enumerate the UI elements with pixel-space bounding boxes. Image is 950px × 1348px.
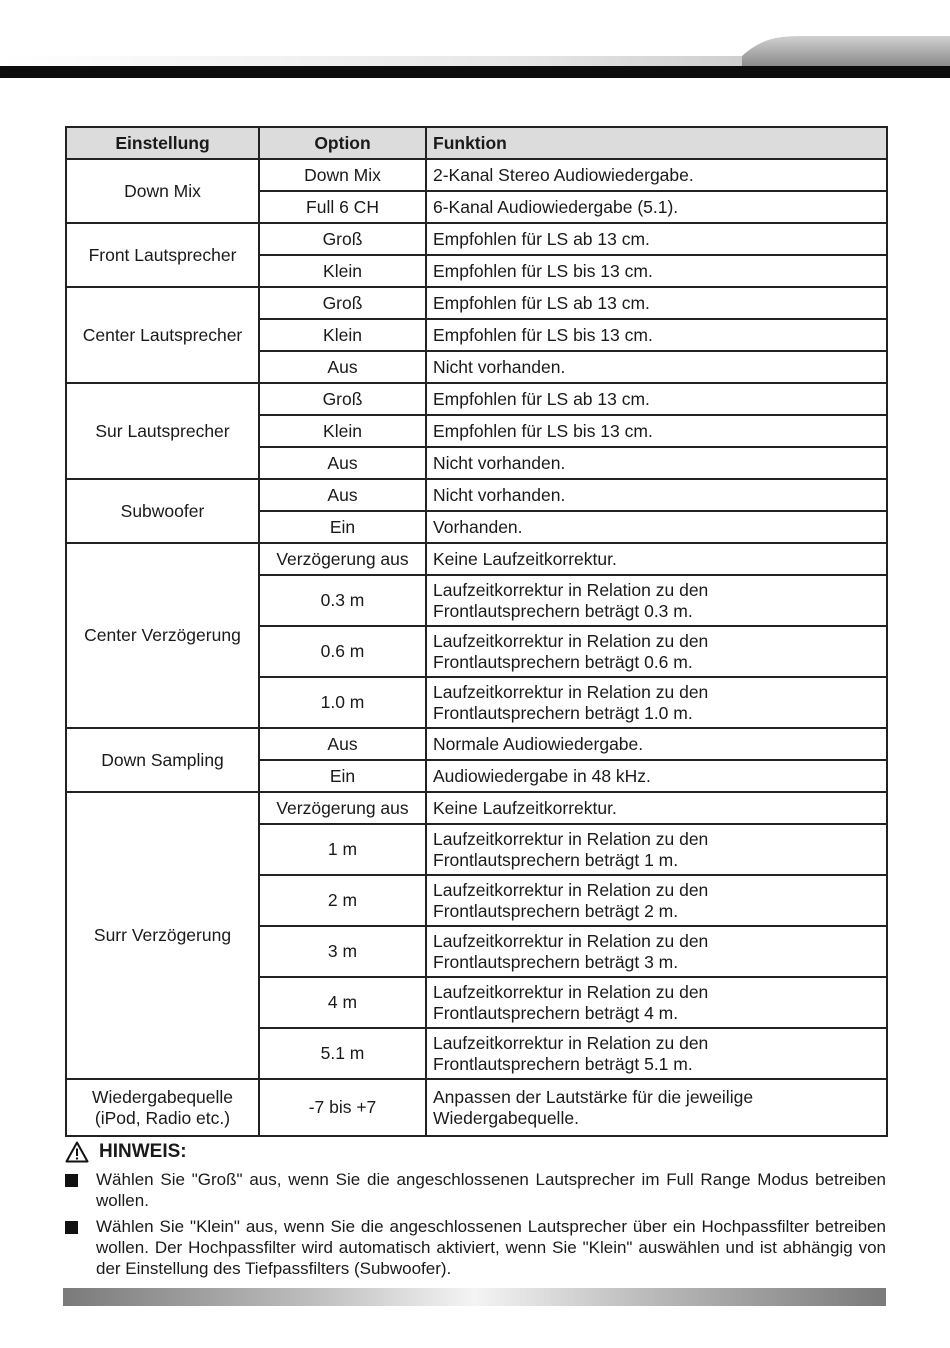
- option-cell: 2 m: [259, 875, 426, 926]
- function-cell: [426, 977, 887, 1028]
- table-row: [66, 728, 887, 760]
- function-cell: [426, 728, 887, 760]
- footer-bar: [63, 1288, 886, 1306]
- function-cell: [426, 191, 887, 223]
- setting-cell: Surr Verzögerung: [66, 792, 259, 1079]
- table-row: [66, 159, 887, 191]
- function-cell: [426, 875, 887, 926]
- table-body: [66, 159, 887, 1136]
- function-line: Keine Laufzeitkorrektur.: [433, 797, 617, 818]
- function-line: Laufzeitkorrektur in Relation zu den: [433, 879, 709, 900]
- function-line: Laufzeitkorrektur in Relation zu den: [433, 681, 709, 702]
- function-cell: [426, 287, 887, 319]
- function-line: Wiedergabequelle.: [433, 1107, 579, 1128]
- function-cell: [426, 479, 887, 511]
- setting-cell: Sur Lautsprecher: [66, 383, 259, 479]
- setting-label-line: (iPod, Radio etc.): [94, 1107, 231, 1128]
- option-cell: -7 bis +7: [259, 1079, 426, 1136]
- function-cell: [426, 760, 887, 792]
- option-cell: 0.6 m: [259, 626, 426, 677]
- function-line: Frontlautsprechern beträgt 1.0 m.: [433, 702, 693, 723]
- option-cell: Groß: [259, 287, 426, 319]
- function-line: Frontlautsprechern beträgt 5.1 m.: [433, 1053, 693, 1074]
- table-row: [66, 792, 887, 824]
- function-cell: [426, 255, 887, 287]
- option-cell: Aus: [259, 447, 426, 479]
- function-line: Empfohlen für LS bis 13 cm.: [433, 324, 653, 345]
- option-cell: Klein: [259, 415, 426, 447]
- function-line: Laufzeitkorrektur in Relation zu den: [433, 981, 709, 1002]
- notice-section: [65, 1140, 886, 1279]
- option-cell: Full 6 CH: [259, 191, 426, 223]
- option-cell: Verzögerung aus: [259, 543, 426, 575]
- function-line: Audiowiedergabe in 48 kHz.: [433, 765, 651, 786]
- option-cell: Ein: [259, 760, 426, 792]
- function-line: Laufzeitkorrektur in Relation zu den: [433, 630, 709, 651]
- function-cell: [426, 626, 887, 677]
- table-row: [66, 543, 887, 575]
- function-line: Vorhanden.: [433, 516, 523, 537]
- function-line: Empfohlen für LS bis 13 cm.: [433, 260, 653, 281]
- option-cell: Verzögerung aus: [259, 792, 426, 824]
- table-row: [66, 383, 887, 415]
- table-row: [66, 223, 887, 255]
- function-line: Laufzeitkorrektur in Relation zu den: [433, 930, 709, 951]
- function-line: Frontlautsprechern beträgt 1 m.: [433, 849, 679, 870]
- function-cell: [426, 383, 887, 415]
- notice-bullet: [65, 1216, 886, 1279]
- function-line: Nicht vorhanden.: [433, 356, 566, 377]
- option-cell: Aus: [259, 728, 426, 760]
- square-bullet-icon: [65, 1221, 78, 1234]
- function-cell: [426, 415, 887, 447]
- setting-cell: Center Verzögerung: [66, 543, 259, 728]
- function-line: Nicht vorhanden.: [433, 484, 566, 505]
- warning-triangle-icon: [65, 1141, 89, 1163]
- option-cell: Groß: [259, 383, 426, 415]
- notice-bullet-text: Wählen Sie "Klein" aus, wenn Sie die angeschlossenen Lautsprecher über ein Hochpassfilter betreiben wollen. Der Hochpassfilter wird automatisch aktiviert, wenn Sie "Klein" auswählen und ist abhängig von der Einstellung des Tiefpassfilters (Subwoofer).: [96, 1217, 886, 1278]
- function-line: Frontlautsprechern beträgt 0.3 m.: [433, 600, 693, 621]
- option-cell: Aus: [259, 351, 426, 383]
- function-line: Laufzeitkorrektur in Relation zu den: [433, 828, 709, 849]
- function-cell: [426, 319, 887, 351]
- function-line: Frontlautsprechern beträgt 2 m.: [433, 900, 679, 921]
- function-cell: [426, 223, 887, 255]
- notice-bullet: [65, 1169, 886, 1211]
- table-row: [66, 1079, 887, 1136]
- function-cell: [426, 575, 887, 626]
- function-cell: [426, 824, 887, 875]
- option-cell: 0.3 m: [259, 575, 426, 626]
- notice-bullet-text: Wählen Sie "Groß" aus, wenn Sie die angeschlossenen Lautsprecher im Full Range Modus betreiben wollen.: [96, 1170, 886, 1210]
- setting-label-line: Wiedergabequelle: [91, 1086, 234, 1107]
- function-cell: [426, 159, 887, 191]
- setting-cell: Front Lautsprecher: [66, 223, 259, 287]
- option-cell: Ein: [259, 511, 426, 543]
- setting-cell: Center Lautsprecher: [66, 287, 259, 383]
- setting-cell: Down Sampling: [66, 728, 259, 792]
- option-cell: 3 m: [259, 926, 426, 977]
- function-line: Frontlautsprechern beträgt 0.6 m.: [433, 651, 693, 672]
- function-line: Anpassen der Lautstärke für die jeweilige: [433, 1086, 754, 1107]
- option-cell: Groß: [259, 223, 426, 255]
- setting-cell: Down Mix: [66, 159, 259, 223]
- function-cell: [426, 926, 887, 977]
- function-cell: [426, 792, 887, 824]
- square-bullet-icon: [65, 1174, 78, 1187]
- function-line: 6-Kanal Audiowiedergabe (5.1).: [433, 196, 679, 217]
- function-cell: [426, 1079, 887, 1136]
- function-cell: [426, 511, 887, 543]
- setting-cell: Subwoofer: [66, 479, 259, 543]
- function-line: Empfohlen für LS ab 13 cm.: [433, 388, 650, 409]
- option-cell: 1.0 m: [259, 677, 426, 728]
- function-cell: [426, 543, 887, 575]
- function-line: Normale Audiowiedergabe.: [433, 733, 644, 754]
- option-cell: 5.1 m: [259, 1028, 426, 1079]
- function-line: Empfohlen für LS ab 13 cm.: [433, 228, 650, 249]
- option-cell: Klein: [259, 319, 426, 351]
- settings-table: [65, 126, 888, 1137]
- option-cell: 4 m: [259, 977, 426, 1028]
- option-cell: 1 m: [259, 824, 426, 875]
- function-cell: [426, 677, 887, 728]
- notice-heading: [65, 1140, 886, 1164]
- header-funktion: Funktion: [426, 127, 887, 159]
- table-row: [66, 287, 887, 319]
- header-einstellung: Einstellung: [66, 127, 259, 159]
- option-cell: Down Mix: [259, 159, 426, 191]
- function-line: Laufzeitkorrektur in Relation zu den: [433, 1032, 709, 1053]
- function-line: Keine Laufzeitkorrektur.: [433, 548, 617, 569]
- setting-cell: [66, 1079, 259, 1136]
- table-row: [66, 479, 887, 511]
- header-decoration: [0, 0, 950, 80]
- function-line: Laufzeitkorrektur in Relation zu den: [433, 579, 709, 600]
- function-line: Empfohlen für LS ab 13 cm.: [433, 292, 650, 313]
- function-line: Frontlautsprechern beträgt 4 m.: [433, 1002, 679, 1023]
- table-header-row: [66, 127, 887, 159]
- option-cell: Klein: [259, 255, 426, 287]
- notice-title: HINWEIS:: [99, 1141, 187, 1162]
- function-line: Empfohlen für LS bis 13 cm.: [433, 420, 653, 441]
- function-line: 2-Kanal Stereo Audiowiedergabe.: [433, 164, 694, 185]
- function-line: Nicht vorhanden.: [433, 452, 566, 473]
- option-cell: Aus: [259, 479, 426, 511]
- function-line: Frontlautsprechern beträgt 3 m.: [433, 951, 679, 972]
- function-cell: [426, 447, 887, 479]
- function-cell: [426, 1028, 887, 1079]
- header-option: Option: [259, 127, 426, 159]
- function-cell: [426, 351, 887, 383]
